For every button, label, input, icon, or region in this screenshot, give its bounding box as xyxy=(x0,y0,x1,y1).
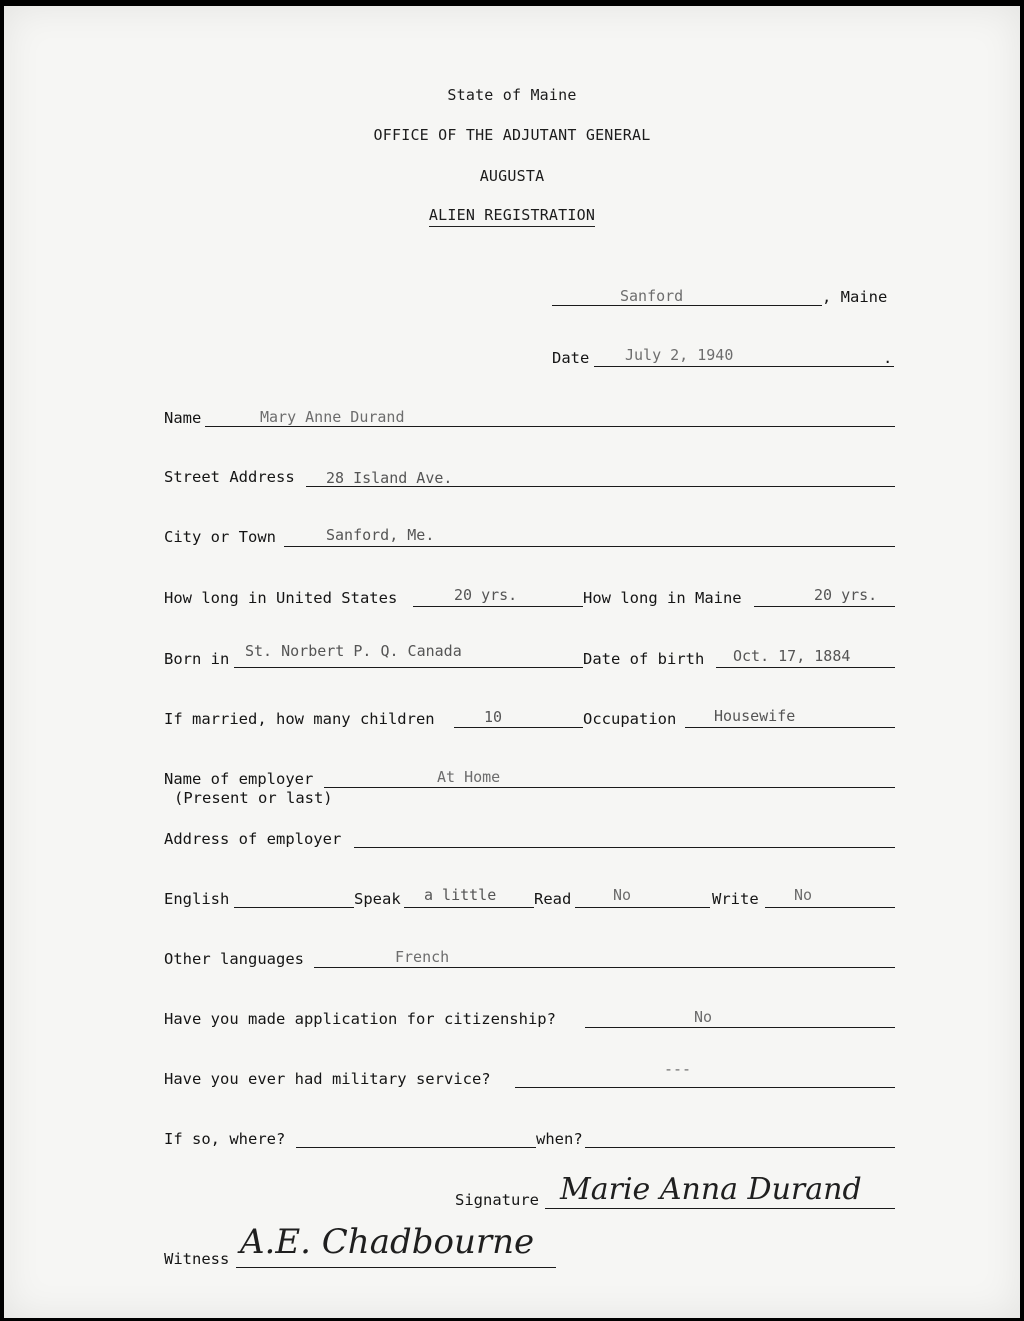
children-label: If married, how many children xyxy=(164,710,435,728)
us-years-label: How long in United States xyxy=(164,589,398,607)
date-label: Date xyxy=(552,349,590,367)
office-heading: OFFICE OF THE ADJUTANT GENERAL xyxy=(373,126,651,144)
other-languages-value[interactable]: French xyxy=(395,948,450,966)
city-label: City or Town xyxy=(164,528,276,546)
date-end-mark: . xyxy=(883,349,893,367)
where-label: If so, where? xyxy=(164,1130,286,1148)
where-line xyxy=(296,1147,536,1148)
citizenship-value[interactable]: No xyxy=(694,1008,713,1026)
witness-line xyxy=(236,1267,556,1268)
date-value[interactable]: July 2, 1940 xyxy=(625,346,734,364)
witness-signature: A.E. Chadbourne xyxy=(240,1222,535,1262)
employer-sublabel: (Present or last) xyxy=(174,789,333,807)
children-value[interactable]: 10 xyxy=(484,708,503,726)
city-value[interactable]: Sanford, Me. xyxy=(326,526,435,544)
dob-label: Date of birth xyxy=(583,650,705,668)
maine-years-label: How long in Maine xyxy=(583,589,742,607)
english-line xyxy=(234,907,354,908)
occupation-line xyxy=(685,727,895,728)
born-value[interactable]: St. Norbert P. Q. Canada xyxy=(245,642,462,660)
dob-line xyxy=(716,667,895,668)
speak-line xyxy=(404,907,534,908)
when-line xyxy=(585,1147,895,1148)
witness-label: Witness xyxy=(164,1250,230,1268)
employer-value[interactable]: At Home xyxy=(437,768,501,786)
born-line xyxy=(234,667,583,668)
occupation-label: Occupation xyxy=(583,710,677,728)
military-label: Have you ever had military service? xyxy=(164,1070,491,1088)
us-years-line xyxy=(413,606,583,607)
read-line xyxy=(575,907,710,908)
name-value[interactable]: Mary Anne Durand xyxy=(260,408,405,426)
children-line xyxy=(454,727,583,728)
speak-value[interactable]: a little xyxy=(424,886,497,904)
speak-label: Speak xyxy=(354,890,401,908)
write-label: Write xyxy=(712,890,759,908)
name-line xyxy=(205,426,895,427)
other-languages-label: Other languages xyxy=(164,950,304,968)
citizenship-line xyxy=(585,1027,895,1028)
date-line xyxy=(594,366,894,367)
employer-address-label: Address of employer xyxy=(164,830,342,848)
dob-value[interactable]: Oct. 17, 1884 xyxy=(733,647,851,665)
state-heading: State of Maine xyxy=(447,86,577,104)
read-label: Read xyxy=(534,890,572,908)
signature-value: Marie Anna Durand xyxy=(560,1172,862,1207)
name-label: Name xyxy=(164,409,202,427)
write-value[interactable]: No xyxy=(794,886,813,904)
employer-address-line xyxy=(354,847,895,848)
signature-line xyxy=(545,1208,895,1209)
military-value[interactable]: --- xyxy=(664,1060,692,1078)
form-title: ALIEN REGISTRATION xyxy=(0,206,1024,224)
city-line xyxy=(284,546,895,547)
maine-years-value[interactable]: 20 yrs. xyxy=(814,586,878,604)
us-years-value[interactable]: 20 yrs. xyxy=(454,586,518,604)
write-line xyxy=(765,907,895,908)
state-suffix: , Maine xyxy=(822,288,888,306)
maine-years-line xyxy=(754,606,895,607)
born-label: Born in xyxy=(164,650,230,668)
street-label: Street Address xyxy=(164,468,295,486)
street-value[interactable]: 28 Island Ave. xyxy=(326,469,453,487)
city-heading: AUGUSTA xyxy=(479,167,545,185)
form-page xyxy=(4,6,1020,1318)
employer-line xyxy=(324,787,895,788)
other-languages-line xyxy=(314,967,895,968)
when-label: when? xyxy=(536,1130,583,1148)
citizenship-label: Have you made application for citizenship? xyxy=(164,1010,556,1028)
employer-label: Name of employer xyxy=(164,770,314,788)
town-line xyxy=(552,305,822,306)
read-value[interactable]: No xyxy=(613,886,632,904)
town-value[interactable]: Sanford xyxy=(620,287,684,305)
military-line xyxy=(515,1087,895,1088)
signature-label: Signature xyxy=(455,1191,539,1209)
occupation-value[interactable]: Housewife xyxy=(714,707,796,725)
english-label: English xyxy=(164,890,230,908)
